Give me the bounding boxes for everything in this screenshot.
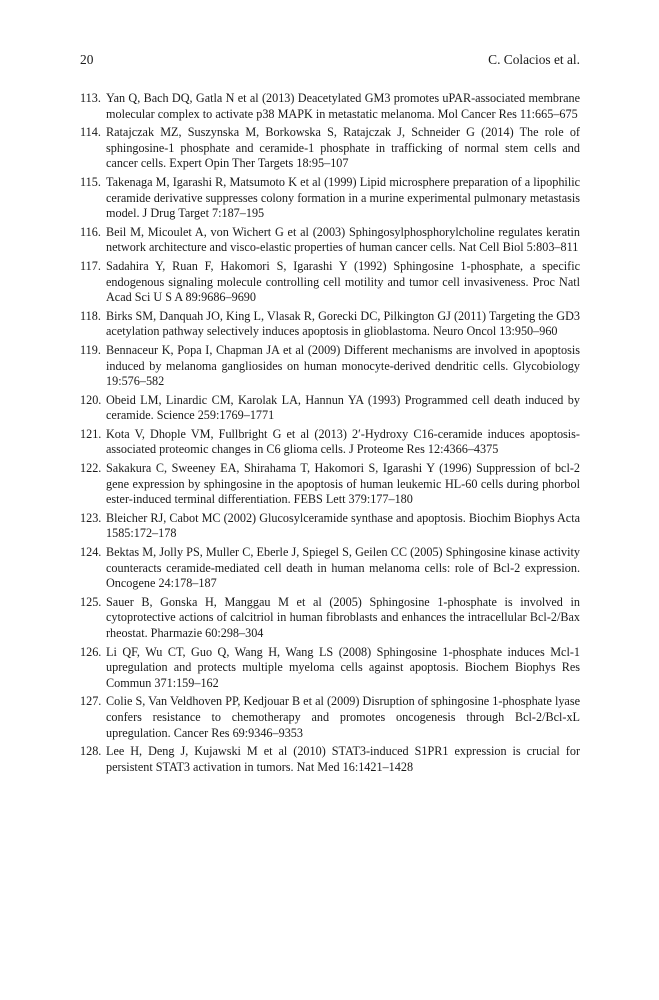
reference-item: [80, 744, 580, 775]
reference-number: 114.: [80, 125, 101, 140]
running-head: [80, 51, 580, 69]
reference-text: Lee H, Deng J, Kujawski M et al (2010) STAT3-induced S1PR1 expression is crucial for persistent STAT3 activation in tumors. Nat Med 16:1421–1428: [106, 744, 580, 774]
reference-item: [80, 175, 580, 222]
reference-number: 126.: [80, 644, 102, 659]
reference-item: [80, 259, 580, 306]
reference-item: [80, 309, 580, 340]
reference-number: 113.: [80, 91, 101, 105]
reference-number: 117.: [80, 258, 101, 273]
reference-item: [80, 511, 580, 542]
reference-text: Bektas M, Jolly PS, Muller C, Eberle J, Spiegel S, Geilen CC (2005) Sphingosine kinase activity counteracts ceramide-mediated cell death in human melanoma cells: role of Bcl-2 expression. Oncogene 24:178–187: [106, 545, 580, 591]
reference-number: 115.: [80, 174, 101, 189]
reference-text: Yan Q, Bach DQ, Gatla N et al (2013) Deacetylated GM3 promotes uPAR-associated membrane molecular complex to activate p38 MAPK in metastatic melanoma. Mol Cancer Res 11:665–675: [106, 91, 580, 121]
reference-item: [80, 694, 580, 741]
reference-text: Birks SM, Danquah JO, King L, Vlasak R, Gorecki DC, Pilkington GJ (2011) Targeting the GD3 acetylation pathway selectively induces apoptosis in glioblastoma. Neuro Oncol 13:950–960: [106, 308, 580, 339]
reference-item: [80, 545, 580, 592]
reference-item: [80, 125, 580, 172]
reference-item: [80, 225, 580, 256]
reference-text: Sauer B, Gonska H, Manggau M et al (2005) Sphingosine 1-phosphate is involved in cytoprotective actions of calcitriol in human fibroblasts and enhances the intracellular Bcl-2/Bax rheostat. Pharmazie 60:298–304: [106, 594, 580, 640]
reference-number: 121.: [80, 426, 102, 441]
reference-number: 125.: [80, 594, 102, 609]
reference-number: 127.: [80, 694, 102, 709]
running-author: C. Colacios et al.: [488, 52, 580, 67]
reference-text: Kota V, Dhople VM, Fullbright G et al (2013) 2′-Hydroxy C16-ceramide induces apoptosis-associated proteomic changes in C6 glioma cells. J Proteome Res 12:4366–4375: [106, 426, 580, 457]
reference-number: 118.: [80, 308, 101, 323]
reference-number: 120.: [80, 392, 102, 407]
reference-text: Bleicher RJ, Cabot MC (2002) Glucosylceramide synthase and apoptosis. Biochim Biophys Acta 1585:172–178: [106, 510, 580, 541]
reference-number: 122.: [80, 461, 102, 476]
reference-list: [80, 91, 580, 778]
reference-text: Obeid LM, Linardic CM, Karolak LA, Hannun YA (1993) Programmed cell death induced by ceramide. Science 259:1769–1771: [106, 392, 580, 423]
reference-text: Ratajczak MZ, Suszynska M, Borkowska S, Ratajczak J, Schneider G (2014) The role of sphingosine-1 phosphate and ceramide-1 phosphate in trafficking of normal stem cells and cancer cells. Expert Opin Ther Targets 18:95–107: [106, 125, 580, 171]
page-number: 20: [80, 52, 94, 67]
reference-text: Colie S, Van Veldhoven PP, Kedjouar B et al (2009) Disruption of sphingosine 1-phosphate lyase confers resistance to chemotherapy and promotes oncogenesis through Bcl-2/Bcl-xL upregulation. Cancer Res 69:9346–9353: [106, 694, 580, 740]
reference-text: Sakakura C, Sweeney EA, Shirahama T, Hakomori S, Igarashi Y (1996) Suppression of bcl-2 gene expression by sphingosine in the apoptosis of human leukemic HL-60 cells during phorbol ester-induced terminal differentiation. FEBS Lett 379:177–180: [106, 461, 580, 507]
reference-text: Bennaceur K, Popa I, Chapman JA et al (2009) Different mechanisms are involved in apoptosis induced by melanoma gangliosides on human monocyte-derived dendritic cells. Glycobiology 19:576–582: [106, 342, 580, 389]
reference-number: 124.: [80, 545, 102, 560]
reference-text: Li QF, Wu CT, Guo Q, Wang H, Wang LS (2008) Sphingosine 1-phosphate induces Mcl-1 upregulation and protects multiple myeloma cells against apoptosis. Biochem Biophys Res Commun 371:159–162: [106, 644, 580, 690]
reference-number: 116.: [80, 224, 101, 239]
reference-number: 128.: [80, 744, 102, 759]
reference-item: [80, 427, 580, 458]
reference-number: 119.: [80, 342, 101, 357]
reference-number: 123.: [80, 510, 102, 525]
reference-item: [80, 461, 580, 508]
reference-item: [80, 645, 580, 692]
reference-item: [80, 91, 580, 122]
reference-item: [80, 393, 580, 424]
reference-text: Takenaga M, Igarashi R, Matsumoto K et al (1999) Lipid microsphere preparation of a lipophilic ceramide derivative suppresses colony formation in a murine experimental pulmonary metastasis model. J Drug Target 7:187–195: [106, 174, 580, 221]
reference-item: [80, 343, 580, 390]
reference-text: Sadahira Y, Ruan F, Hakomori S, Igarashi Y (1992) Sphingosine 1-phosphate, a specific endogenous signaling molecule controlling cell motility and tumor cell invasiveness. Proc Natl Acad Sci U S A 89:9686–9690: [106, 258, 580, 305]
reference-item: [80, 595, 580, 642]
reference-text: Beil M, Micoulet A, von Wichert G et al (2003) Sphingosylphosphorylcholine regulates keratin network architecture and visco-elastic properties of human cancer cells. Nat Cell Biol 5:803–811: [106, 224, 580, 255]
